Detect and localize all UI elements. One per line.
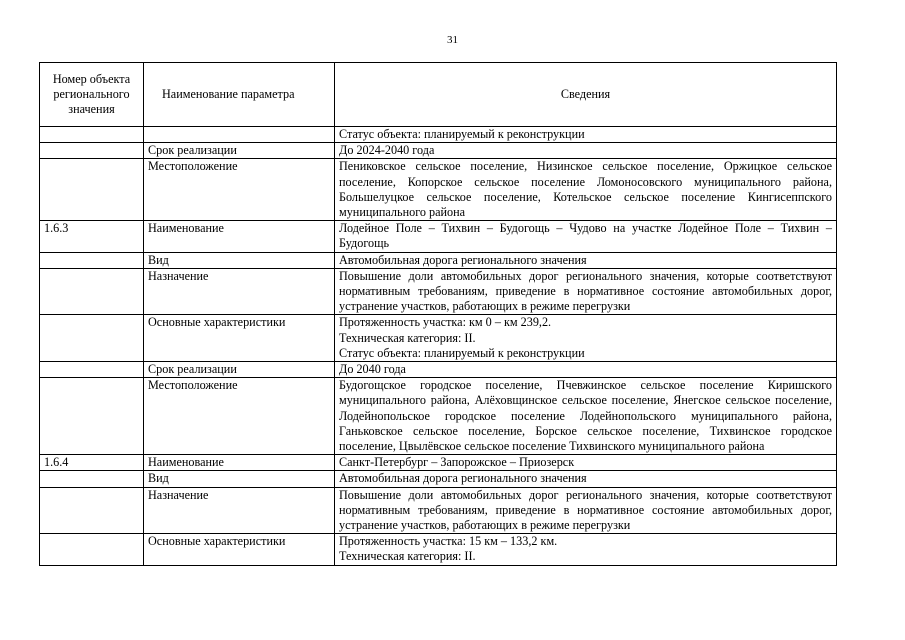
object-number-cell — [40, 268, 144, 315]
object-number-cell — [40, 487, 144, 534]
details-line: Повышение доли автомобильных дорог регионального значения, которые соответствуют нормативным требованиям, приведение в нормативное состояние автомобильных дорог, устранение участков, работающих в режиме перегрузки — [339, 487, 832, 533]
details-cell — [335, 221, 837, 252]
details-line: Будогощское городское поселение, Пчевжинское сельское поселение Киришского муниципального района, Алёховщинское сельское поселение, Янегское сельское поселение, Лодейнопольское городское поселение Лодейнопольского муниципального района, Ганьковское сельское поселение, Борское сельское поселение, Тихвинское городское поселение, Цвылёвское сельское поселение Тихвинского муниципального района — [339, 378, 832, 454]
table-row — [40, 252, 837, 268]
details-line: Статус объекта: планируемый к реконструкции — [339, 127, 585, 141]
parameter-name-cell: Срок реализации — [144, 143, 335, 159]
object-number-cell — [40, 315, 144, 362]
object-number-cell — [40, 471, 144, 487]
parameter-name-cell: Наименование — [144, 455, 335, 471]
details-line: Санкт-Петербург – Запорожское – Приозерск — [339, 455, 575, 470]
table-row — [40, 268, 837, 315]
details-line: Автомобильная дорога регионального значения — [339, 252, 587, 267]
object-number-cell — [40, 143, 144, 159]
table-row — [40, 143, 837, 159]
details-cell — [335, 471, 837, 487]
details-line: Пениковское сельское поселение, Низинское сельское поселение, Оржицкое сельское поселение, Копорское сельское поселение Ломоносовского муниципального района, Большелуцкое сельское поселение, Котельское сельское поселение Кингисеппского муниципального района — [339, 159, 832, 220]
table-row — [40, 315, 837, 362]
details-cell — [335, 268, 837, 315]
details-line: Протяженность участка: км 0 – км 239,2. — [339, 315, 552, 330]
parameter-name-cell: Основные характеристики — [144, 534, 335, 565]
details-line: Техническая категория: II. — [339, 330, 476, 345]
parameters-table — [39, 62, 837, 566]
header-parameter-name: Наименование параметра — [144, 63, 335, 127]
details-cell — [335, 252, 837, 268]
table-row — [40, 534, 837, 565]
details-line: Лодейное Поле – Тихвин – Будогощь – Чудово на участке Лодейное Поле – Тихвин – Будогощь — [339, 221, 832, 251]
object-number-cell — [40, 127, 144, 143]
table-header-row — [40, 63, 837, 127]
table-row — [40, 471, 837, 487]
parameter-name-cell: Местоположение — [144, 378, 335, 455]
parameter-name-cell: Местоположение — [144, 159, 335, 221]
object-number-cell — [40, 534, 144, 565]
parameter-name-cell: Срок реализации — [144, 362, 335, 378]
table-row — [40, 362, 837, 378]
details-line: До 2040 года — [339, 362, 406, 377]
parameter-name-cell: Основные характеристики — [144, 315, 335, 362]
details-cell — [335, 362, 837, 378]
parameter-name-cell: Вид — [144, 471, 335, 487]
header-object-number: Номер объекта регионального значения — [40, 63, 144, 127]
object-number-cell — [40, 362, 144, 378]
table-row — [40, 159, 837, 221]
parameter-name-cell: Вид — [144, 252, 335, 268]
details-line: Автомобильная дорога регионального значения — [339, 471, 587, 486]
object-number-cell — [40, 252, 144, 268]
parameter-name-cell: Назначение — [144, 268, 335, 315]
page-number: 31 — [447, 34, 458, 46]
details-cell — [335, 143, 837, 159]
table-body — [40, 127, 837, 566]
details-line: Повышение доли автомобильных дорог регионального значения, которые соответствуют нормативным требованиям, приведение в нормативное состояние автомобильных дорог, устранение участков, работающих в режиме перегрузки — [339, 268, 832, 314]
table-row — [40, 127, 837, 143]
object-number-cell — [40, 159, 144, 221]
table-row — [40, 221, 837, 252]
object-number-cell — [40, 378, 144, 455]
details-cell — [335, 159, 837, 221]
details-cell — [335, 487, 837, 534]
header-details: Сведения — [335, 63, 837, 127]
details-cell — [335, 455, 837, 471]
details-cell — [335, 378, 837, 455]
details-cell — [335, 534, 837, 565]
details-cell — [335, 127, 837, 143]
table-row — [40, 487, 837, 534]
object-number-cell: 1.6.3 — [40, 221, 144, 252]
table-row — [40, 378, 837, 455]
details-line: Протяженность участка: 15 км – 133,2 км. — [339, 534, 558, 549]
object-number-cell: 1.6.4 — [40, 455, 144, 471]
details-line: Техническая категория: II. — [339, 549, 476, 564]
details-line: До 2024-2040 года — [339, 143, 435, 158]
details-cell — [335, 315, 837, 362]
parameter-name-cell — [144, 127, 335, 143]
table-row — [40, 455, 837, 471]
parameter-name-cell: Наименование — [144, 221, 335, 252]
details-line: Статус объекта: планируемый к реконструкции — [339, 345, 585, 360]
parameter-name-cell: Назначение — [144, 487, 335, 534]
